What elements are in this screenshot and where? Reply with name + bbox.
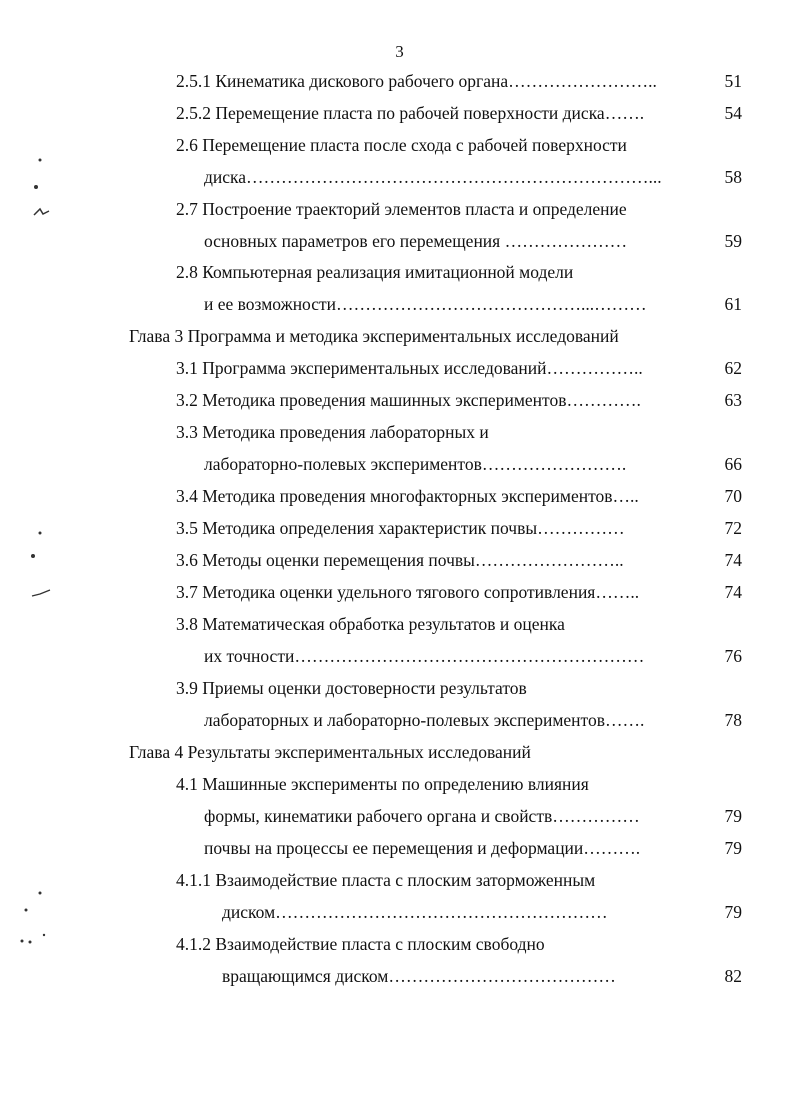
scan-speck [32, 590, 50, 596]
scan-speck [21, 940, 24, 943]
scan-speck [43, 934, 45, 936]
toc-entry-text: 2.5.2 Перемещение пласта по рабочей поверхности диска……. [176, 103, 645, 123]
toc-entry-text: 3.8 Математическая обработка результатов и оценка [176, 614, 565, 634]
toc-entry-text: вращающимся диском………………………………… [222, 966, 616, 986]
toc-entry-page: 74 [724, 582, 742, 602]
scan-speck [39, 159, 42, 162]
toc-entry-text: и ее возможности……………………………………...……… [204, 294, 647, 314]
toc-entry-text: 3.5 Методика определения характеристик почвы…………… [176, 518, 625, 538]
scan-speck [29, 941, 32, 944]
scan-speck [34, 185, 38, 189]
toc-entry-page: 79 [724, 838, 742, 858]
toc-entry-text: 3.2 Методика проведения машинных экспериментов…………. [176, 390, 641, 410]
page-number: 3 [395, 42, 404, 61]
toc-entry-page: 61 [724, 294, 742, 314]
toc-entry-page: 59 [724, 231, 742, 251]
toc-entry-text: 3.9 Приемы оценки достоверности результатов [176, 678, 527, 698]
scan-speck [39, 892, 42, 895]
toc-entry-text: 3.7 Методика оценки удельного тягового сопротивления…….. [176, 582, 640, 602]
toc-entry-text: 4.1.1 Взаимодействие пласта с плоским заторможенным [176, 870, 596, 890]
toc-entry-text: 3.6 Методы оценки перемещения почвы…………………….. [176, 550, 624, 570]
toc-entry-page: 76 [724, 646, 742, 666]
toc-entry-page: 79 [724, 806, 742, 826]
toc-entry-page: 78 [724, 710, 742, 730]
toc-entry-text: 2.8 Компьютерная реализация имитационной модели [176, 262, 574, 282]
scan-speck [34, 209, 49, 215]
toc-chapter-heading: Глава 4 Результаты экспериментальных исследований [129, 742, 531, 762]
toc-entry-page: 79 [724, 902, 742, 922]
toc-entry-text: лабораторно-полевых экспериментов……………………. [204, 454, 627, 474]
scan-speck [25, 909, 28, 912]
toc-entry-text: диском………………………………………………… [222, 902, 608, 922]
toc-entry-text: формы, кинематики рабочего органа и свойств…………… [204, 806, 640, 826]
toc-entry-text: 2.5.1 Кинематика дискового рабочего органа…………………….. [176, 71, 657, 91]
toc-entry-page: 82 [724, 966, 742, 986]
toc-entry-text: 2.6 Перемещение пласта после схода с рабочей поверхности [176, 135, 627, 155]
toc-entry-text: основных параметров его перемещения ………………… [204, 231, 628, 251]
scan-speck [31, 554, 35, 558]
toc-entry-text: диска……………………………………………………………... [204, 167, 662, 187]
toc-entry-text: 4.1 Машинные эксперименты по определению влияния [176, 774, 589, 794]
toc-entry-text: 3.4 Методика проведения многофакторных экспериментов….. [176, 486, 639, 506]
toc-entry-text: 3.1 Программа экспериментальных исследований…………….. [176, 358, 643, 378]
toc-entry-text: лабораторных и лабораторно-полевых экспериментов……. [204, 710, 645, 730]
toc-entry-page: 63 [724, 390, 742, 410]
toc-entry-text: почвы на процессы ее перемещения и деформации………. [204, 838, 641, 858]
toc-chapter-heading: Глава 3 Программа и методика экспериментальных исследований [129, 326, 619, 346]
toc-entry-text: 4.1.2 Взаимодействие пласта с плоским свободно [176, 934, 545, 954]
toc-entry-text: 3.3 Методика проведения лабораторных и [176, 422, 489, 442]
toc-entry-page: 62 [724, 358, 742, 378]
toc-entry-page: 70 [724, 486, 742, 506]
scan-speck [39, 532, 42, 535]
toc-entry-page: 58 [724, 167, 742, 187]
toc-entry-text: их точности…………………………………………………… [204, 646, 645, 666]
toc-entry-text: 2.7 Построение траекторий элементов пласта и определение [176, 199, 627, 219]
toc-entry-page: 74 [724, 550, 742, 570]
toc-entry-page: 51 [724, 71, 742, 91]
toc-entry-page: 72 [724, 518, 742, 538]
toc-entry-page: 66 [724, 454, 742, 474]
toc-entry-page: 54 [724, 103, 742, 123]
